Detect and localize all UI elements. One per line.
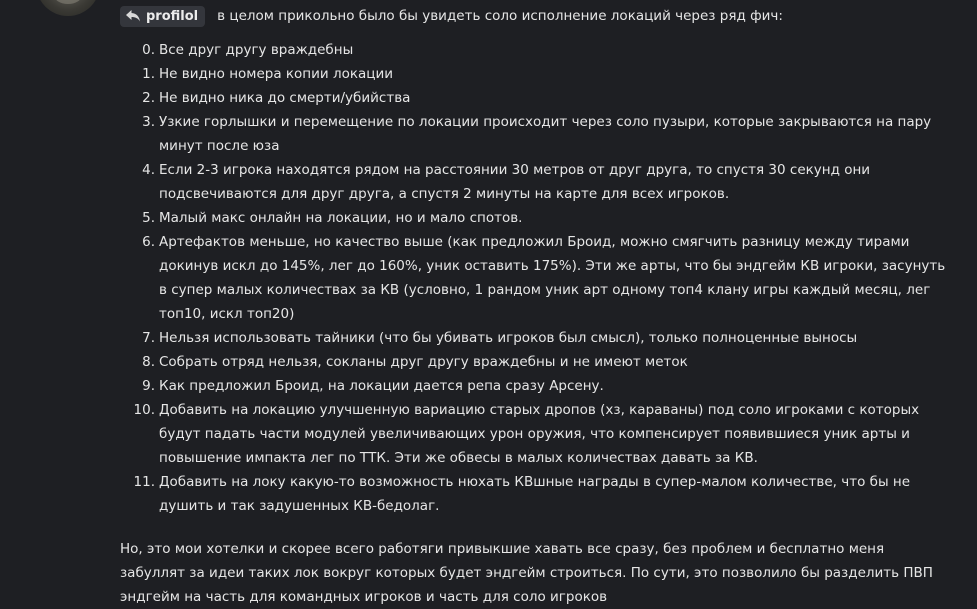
list-item [120,470,960,518]
list-item-number: 7. [142,330,155,346]
list-item-number: 3. [142,114,155,130]
list-item [120,110,960,158]
feature-list [120,38,960,518]
list-item-number: 8. [142,354,155,370]
list-item [120,158,960,206]
list-item-text: Собрать отряд нельзя, сокланы друг другу враждебны и не имеют меток [159,354,688,370]
list-item-number: 2. [142,90,155,106]
message-closing: Но, это мои хотелки и скорее всего работяги привыкшие хавать все сразу, без проблем и бесплатно меня забуллят за идеи таких лок вокруг которых будет эндгейм строиться. По сути, это позволило бы разделить ПВП эндгейм на часть для командных игроков и часть для соло игроков [120,541,933,605]
list-item-text: Не видно номера копии локации [159,66,394,82]
list-item-text: Добавить на локу какую-то возможность нюхать КВшные награды в супер-малом количестве, что бы не душить и так задушенных КВ-бедолаг. [159,474,911,514]
reply-arrow-icon [125,9,141,23]
list-item-text: Узкие горлышки и перемещение по локации происходит через соло пузыри, которые закрываются на пару минут после юза [159,114,932,154]
list-item-text: Все друг другу враждебны [159,42,354,58]
reply-mention[interactable] [120,6,205,27]
list-item-number: 6. [142,234,155,250]
list-item [120,38,960,62]
list-item-number: 1. [142,66,155,82]
list-item [120,374,960,398]
list-item-number: 10. [133,402,155,418]
reply-row [120,1,960,31]
list-item-text: Добавить на локацию улучшенную вариацию старых дропов (хз, караваны) под соло игроками с которых будут падать части модулей увеличивающих урон оружия, что компенсирует появившиеся уник арты и повышение импакта лег по ТТК. Эти же обвесы в малых количествах давать за КВ. [159,402,920,466]
list-item [120,230,960,326]
list-item [120,86,960,110]
message-content [120,0,960,609]
avatar[interactable] [36,0,100,16]
list-item-number: 9. [142,378,155,394]
reply-username[interactable]: profilol [146,8,199,24]
list-item-number: 11. [133,474,155,490]
list-item [120,326,960,350]
list-item [120,62,960,86]
message-intro: в целом прикольно было бы увидеть соло исполнение локаций через ряд фич: [217,8,783,24]
list-item-text: Артефактов меньше, но качество выше (как предложил Броид, можно смягчить разницу между тирами докинув искл до 145%, лег до 160%, уник оставить 175%). Эти же арты, что бы эндгейм КВ игроки, засунуть в супер малых количествах за КВ (условно, 1 рандом уник арт одному топ4 клану игры каждый месяц, лег топ10, искл топ20) [159,234,946,322]
list-item-text: Не видно ника до смерти/убийства [159,90,411,106]
list-item [120,206,960,230]
list-item-number: 5. [142,210,155,226]
list-item-number: 4. [142,162,155,178]
list-item-text: Как предложил Броид, на локации дается репа сразу Арсену. [159,378,604,394]
list-item-text: Нельзя использовать тайники (что бы убивать игроков был смысл), только полноценные выносы [159,330,858,346]
list-item-text: Малый макс онлайн на локации, но и мало спотов. [159,210,523,226]
list-item-text: Если 2-3 игрока находятся рядом на расстоянии 30 метров от друг друга, то спустя 30 секунд они подсвечиваются для друг друга, а спустя 2 минуты на карте для всех игроков. [159,162,871,202]
list-item [120,350,960,374]
list-item [120,398,960,470]
list-item-number: 0. [142,42,155,58]
